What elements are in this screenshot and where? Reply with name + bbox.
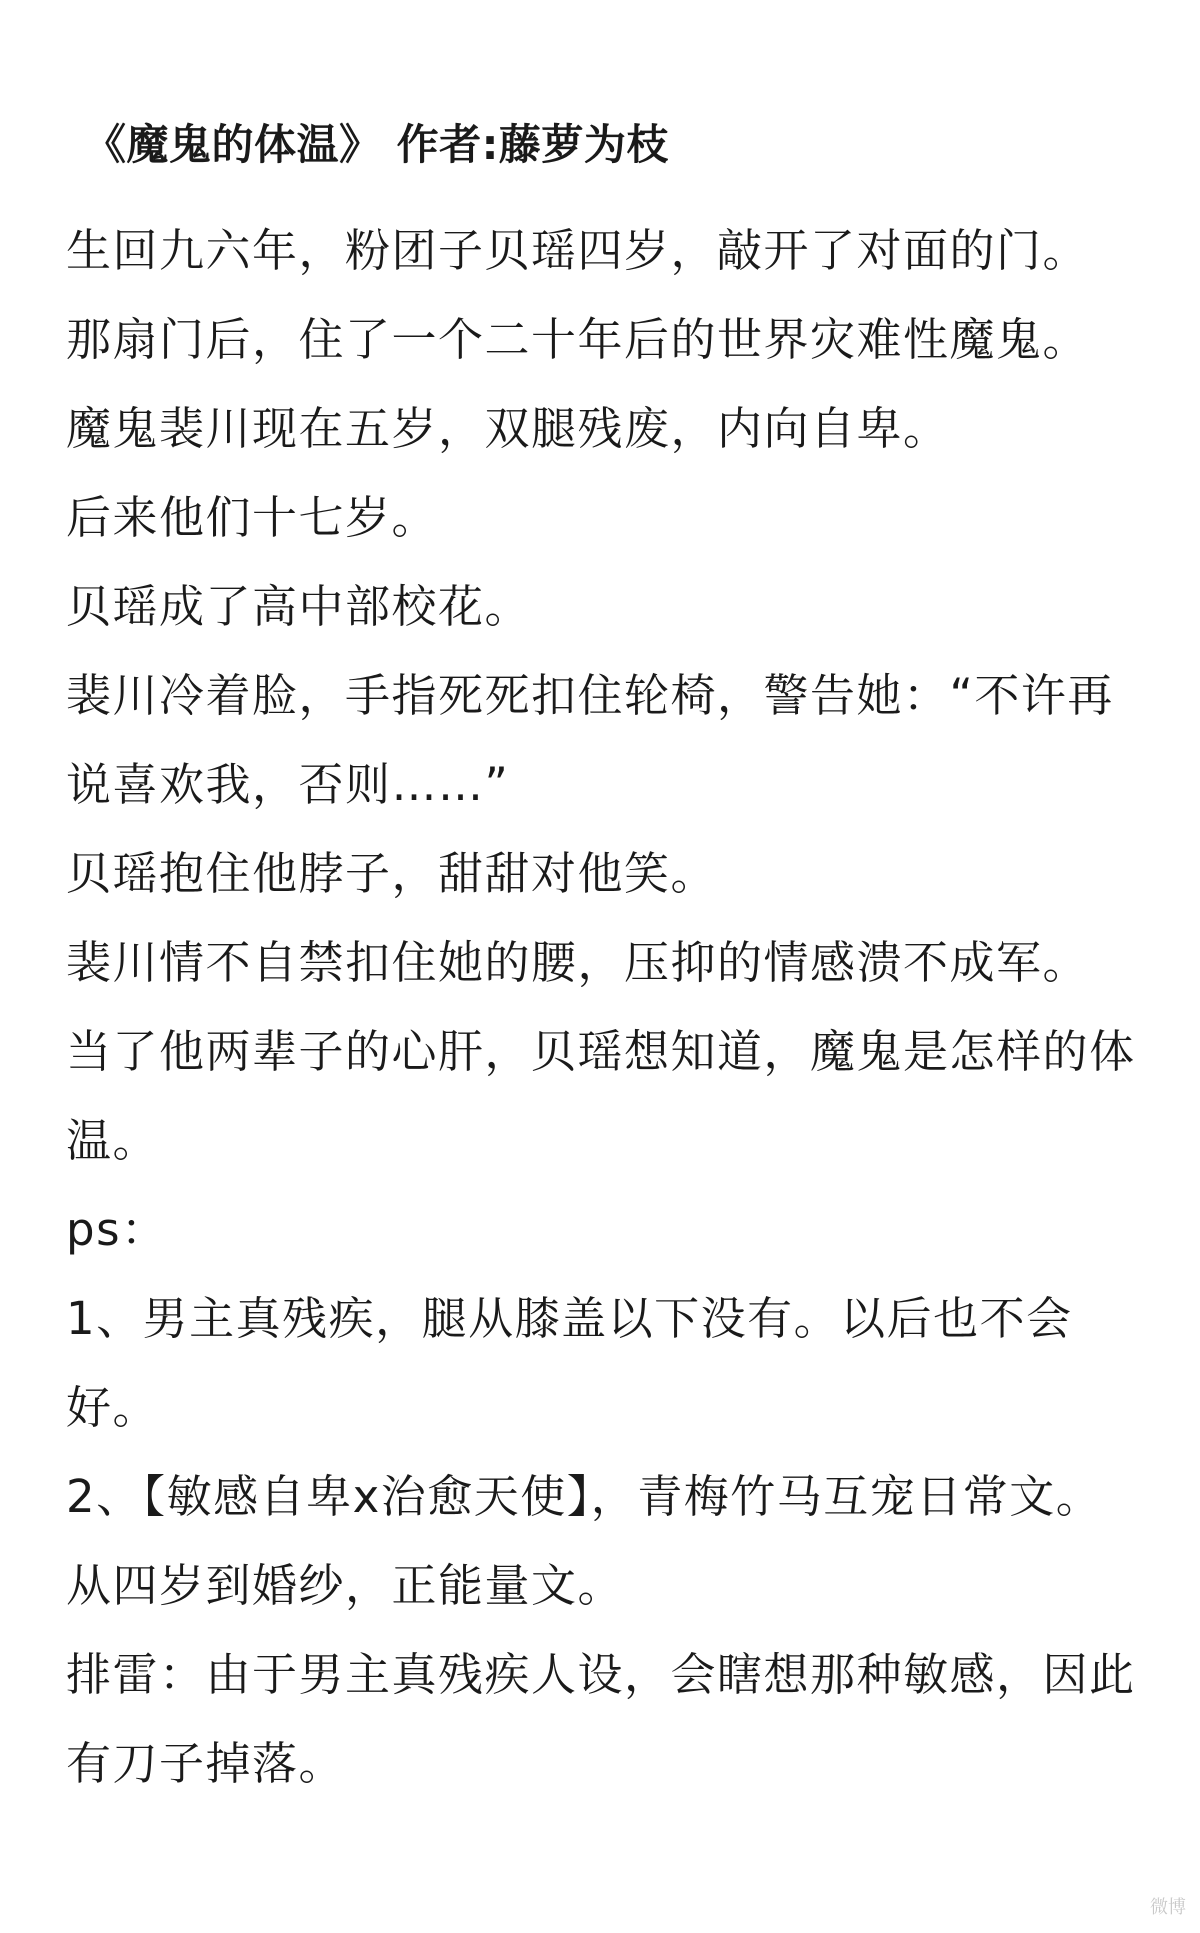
paragraph: 裴川情不自禁扣住她的腰，压抑的情感溃不成军。: [66, 936, 1090, 989]
ps-heading: ps：: [66, 1203, 168, 1256]
synopsis-content: [66, 118, 1146, 1808]
paragraph: 生回九六年，粉团子贝瑶四岁，敲开了对面的门。: [66, 224, 1090, 277]
paragraph: 那扇门后，住了一个二十年后的世界灾难性魔鬼。: [66, 313, 1090, 366]
paragraph: 贝瑶抱住他脖子，甜甜对他笑。: [66, 847, 718, 900]
paragraph: 贝瑶成了高中部校花。: [66, 580, 532, 633]
book-title: 《魔鬼的体温》 作者:藤萝为枝: [84, 120, 669, 169]
paragraph: 魔鬼裴川现在五岁，双腿残废，内向自卑。: [66, 402, 950, 455]
paragraph: 后来他们十七岁。: [66, 491, 439, 544]
paragraph: 裴川冷着脸，手指死死扣住轮椅，警告她：“不许再说喜欢我，否则……”: [66, 669, 1114, 811]
watermark: 微博: [1150, 1897, 1186, 1918]
ps-item: 2、【敏感自卑x治愈天使】，青梅竹马互宠日常文。从四岁到婚纱，正能量文。: [66, 1470, 1103, 1612]
warning-note: 排雷：由于男主真残疾人设，会瞎想那种敏感，因此有刀子掉落。: [66, 1648, 1136, 1790]
paragraph: 当了他两辈子的心肝，贝瑶想知道，魔鬼是怎样的体温。: [66, 1025, 1136, 1167]
ps-item: 1、男主真残疾，腿从膝盖以下没有。以后也不会好。: [66, 1292, 1073, 1434]
